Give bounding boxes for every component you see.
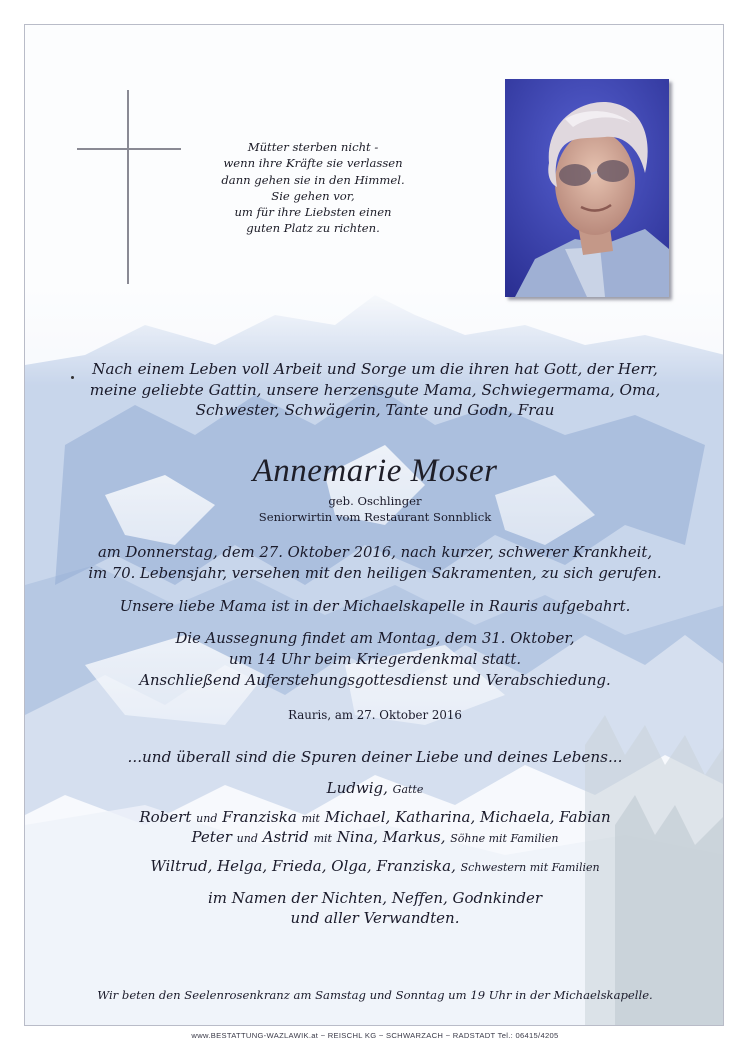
connector-text: mit xyxy=(301,812,320,825)
relation-text: Söhne mit Familien xyxy=(450,832,559,845)
maiden-name: geb. Oschlinger xyxy=(328,494,422,508)
intro-line: Schwester, Schwägerin, Tante und Godn, Frau xyxy=(195,401,555,419)
mourner-line-robert xyxy=(25,808,724,828)
deceased-name: Annemarie Moser xyxy=(252,453,498,489)
intro-line: meine geliebte Gattin, unsere herzensgute Mama, Schwiegermama, Oma, xyxy=(89,380,661,399)
closing-line: im Namen der Nichten, Neffen, Godnkinder xyxy=(207,889,543,907)
husband-relation: Gatte xyxy=(392,783,424,796)
death-notice-line: am Donnerstag, dem 27. Oktober 2016, nach kurzer, schwerer Krankheit, xyxy=(97,544,653,561)
connector-text: und xyxy=(196,812,218,825)
closing-line: und aller Verwandten. xyxy=(290,909,460,927)
obituary-card xyxy=(24,24,724,1026)
mourner-husband xyxy=(25,779,724,799)
mourner-name: Astrid xyxy=(262,828,309,846)
mourner-children: Nina, Markus, xyxy=(336,828,446,846)
death-notice-line: im 70. Lebensjahr, versehen mit den heiligen Sakramenten, zu sich gerufen. xyxy=(88,565,662,582)
poem-line: dann gehen sie in den Himmel. xyxy=(221,172,405,187)
intro-line: Nach einem Leben voll Arbeit und Sorge um die ihren hat Gott, der Herr, xyxy=(92,360,658,378)
poem-line: guten Platz zu richten. xyxy=(246,221,380,236)
funeral-home-footer: www.BESTATTUNG-WAZLAWIK.at ~ REISCHL KG ~ SCHWARZACH ~ RADSTADT Tel.: 06415/4205 xyxy=(191,1031,559,1040)
blessing-line: Die Aussegnung findet am Montag, dem 31. Oktober, xyxy=(175,630,575,647)
relation-text: Schwestern mit Familien xyxy=(460,861,600,874)
rosary-notice: Wir beten den Seelenrosenkranz am Samstag und Sonntag um 19 Uhr in der Michaelskapelle. xyxy=(97,988,653,1002)
mourner-name: Peter xyxy=(191,828,232,846)
poem-line: Sie gehen vor, xyxy=(271,188,355,203)
mourner-name: Franziska xyxy=(222,808,297,826)
blessing-line: um 14 Uhr beim Kriegerdenkmal statt. xyxy=(228,651,522,668)
deceased-details xyxy=(25,494,724,525)
blessing-line: Anschließend Auferstehungsgottesdienst und Verabschiedung. xyxy=(139,672,611,689)
death-notice xyxy=(25,542,724,584)
dateline: Rauris, am 27. Oktober 2016 xyxy=(288,708,462,722)
blessing-notice xyxy=(25,628,724,691)
mourner-sisters xyxy=(25,857,724,877)
poem xyxy=(203,139,423,237)
memorial-quote: ...und überall sind die Spuren deiner Liebe und deines Lebens... xyxy=(127,748,623,766)
portrait-photo xyxy=(505,79,669,297)
intro-text xyxy=(25,359,724,421)
cross-icon xyxy=(77,90,181,284)
connector-text: mit xyxy=(313,832,332,845)
husband-name: Ludwig, xyxy=(326,779,388,797)
connector-text: und xyxy=(236,832,258,845)
sisters-names: Wiltrud, Helga, Frieda, Olga, Franziska, xyxy=(150,857,456,875)
mourner-name: Robert xyxy=(139,808,192,826)
poem-line: um für ihre Liebsten einen xyxy=(234,205,392,220)
deceased-role: Seniorwirtin vom Restaurant Sonnblick xyxy=(258,509,492,524)
laid-out-notice: Unsere liebe Mama ist in der Michaelskapelle in Rauris aufgebahrt. xyxy=(119,598,631,615)
poem-line: wenn ihre Kräfte sie verlassen xyxy=(223,156,403,171)
poem-line: Mütter sterben nicht - xyxy=(247,140,379,154)
mourner-children: Michael, Katharina, Michaela, Fabian xyxy=(324,808,611,826)
mourner-line-peter xyxy=(25,828,724,848)
